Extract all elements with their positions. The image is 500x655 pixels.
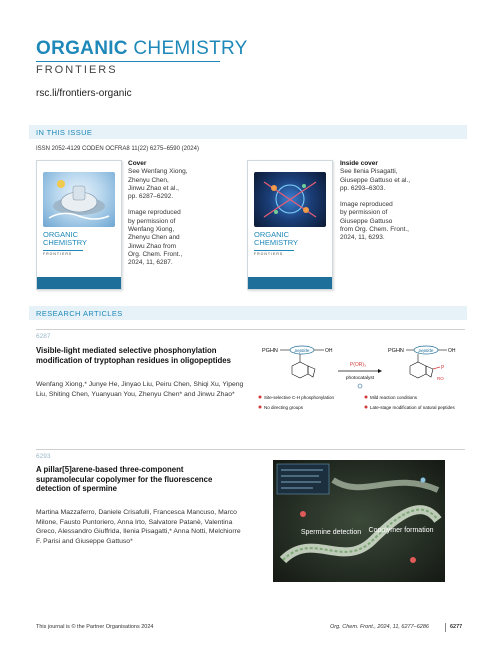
scheme-bullet: Late-stage modification of natural peptides bbox=[370, 405, 455, 410]
cover-label: Cover bbox=[128, 160, 147, 167]
cover-credit-line: Zhenyu Chen and bbox=[128, 234, 180, 242]
cover-body-line: pp. 6287–6292. bbox=[128, 193, 174, 201]
title-rule bbox=[36, 61, 220, 62]
scheme-left-peptide: peptide bbox=[294, 348, 310, 353]
inside-cover-journal-sub: FRONTIERS bbox=[254, 250, 294, 256]
scheme-right-pghn: PGHN bbox=[388, 348, 404, 354]
inside-cover-artwork bbox=[254, 172, 326, 227]
light-bulb-icon bbox=[358, 384, 362, 388]
inside-cover-body-line: See Ilenia Pisagatti, bbox=[340, 168, 398, 176]
scheme-reagent: P(OR)₃ bbox=[349, 362, 367, 368]
inside-cover-header-strip bbox=[248, 165, 332, 169]
issn-line: ISSN 2052-4129 CODEN OCFRA8 11(22) 6275–6590 (2024) bbox=[36, 146, 199, 152]
article-authors: Martina Mazzaferro, Daniele Crisafulli, Francesca Mancuso, Marco Milone, Fausto Puntoriero, Anna Irto, Salvatore Patanè, Valentina Greco, Alessandro Giuffrida, Ilenia Pisagatti,* Anna Notti, Melchiorre F. Parisi and Giuseppe Gattuso* bbox=[36, 509, 241, 545]
article-divider bbox=[36, 449, 465, 450]
cover-credit-line: Wenfang Xiong, bbox=[128, 226, 175, 234]
article-page-number: 6293 bbox=[36, 453, 51, 460]
article-divider bbox=[36, 329, 465, 330]
article-page-number: 6287 bbox=[36, 333, 51, 340]
scheme-left-oh: OH bbox=[325, 348, 333, 354]
inside-cover-journal-name-2: CHEMISTRY bbox=[254, 237, 299, 247]
inside-cover-credit-line: by permission of bbox=[340, 209, 388, 217]
inside-cover-body-line: pp. 6293–6303. bbox=[340, 184, 386, 192]
cover-art-graphic bbox=[43, 172, 115, 227]
inside-cover-label: Inside cover bbox=[340, 160, 378, 167]
cover-credit-line: Image reproduced bbox=[128, 209, 181, 217]
inside-cover-credit-line: Giuseppe Gattuso bbox=[340, 217, 393, 225]
scheme-bullet: Mild reaction conditions bbox=[370, 395, 418, 400]
cover-journal-sub: FRONTIERS bbox=[43, 250, 83, 256]
footer-rule bbox=[445, 623, 446, 632]
article-2-graphical-abstract[interactable] bbox=[273, 460, 445, 582]
article-authors: Wenfang Xiong,* Junye He, Jinyao Liu, Peiru Chen, Shiqi Xu, Yipeng Liu, Shiting Chen, Yuanyuan You, Zhenyu Chen* and Jinwu Zhao* bbox=[36, 381, 244, 398]
in-this-issue-heading: IN THIS ISSUE bbox=[36, 128, 93, 137]
footer-copyright: This journal is © the Partner Organisations 2024 bbox=[36, 624, 154, 630]
footer-page-number: 6277 bbox=[450, 624, 463, 630]
inside-cover-credit-line: 2024, 11, 6293. bbox=[340, 234, 385, 242]
cover-credit-line: Jinwu Zhao from bbox=[128, 242, 177, 250]
inside-cover-credit-line: from Org. Chem. Front., bbox=[340, 226, 409, 234]
cover-credit-line: 2024, 11, 6287. bbox=[128, 259, 173, 267]
scheme-left-pghn: PGHN bbox=[262, 348, 278, 354]
cover-body-line: See Wenfang Xiong, bbox=[128, 168, 188, 176]
inside-cover-art-graphic bbox=[254, 172, 326, 227]
inside-cover-description bbox=[340, 160, 465, 243]
cover-journal-name-2: CHEMISTRY bbox=[43, 237, 88, 247]
research-articles-heading: RESEARCH ARTICLES bbox=[36, 309, 123, 318]
cover-footer-band bbox=[37, 277, 121, 289]
scheme-right-peptide: peptide bbox=[418, 348, 434, 353]
journal-url-link[interactable]: rsc.li/frontiers-organic bbox=[36, 88, 132, 99]
toc-label-spermine: Spermine detection bbox=[300, 529, 362, 536]
scheme-right-oh: OH bbox=[448, 348, 456, 354]
journal-title-light: CHEMISTRY bbox=[127, 38, 248, 59]
inside-cover-body-line: Giuseppe Gattuso et al., bbox=[340, 176, 411, 184]
cover-header-strip bbox=[37, 165, 121, 169]
scheme-product-group: P bbox=[441, 365, 445, 371]
article-title-link[interactable]: Visible-light mediated selective phosphonylation modification of tryptophan residues in oligopeptides bbox=[36, 346, 231, 365]
in-this-issue-bar bbox=[29, 125, 467, 139]
journal-title-bold: ORGANIC bbox=[36, 38, 128, 59]
footer-citation: Org. Chem. Front., 2024, 11, 6277–6286 bbox=[330, 624, 429, 630]
cover-journal-name-1: ORGANIC bbox=[43, 230, 79, 239]
cover-credit-line: by permission of bbox=[128, 217, 176, 225]
inside-cover-journal-name-1: ORGANIC bbox=[254, 230, 290, 239]
cover-body-line: Zhenyu Chen, bbox=[128, 176, 169, 184]
cover-artwork bbox=[43, 172, 115, 227]
scheme-product-ro: RO bbox=[437, 376, 444, 381]
article-1-graphical-abstract[interactable] bbox=[252, 336, 464, 420]
cover-credit-line: Org. Chem. Front., bbox=[128, 250, 183, 258]
inside-cover-footer-band bbox=[248, 277, 332, 289]
scheme-bullet: Site-selective C-H phosphonylation bbox=[264, 395, 335, 400]
journal-title bbox=[36, 38, 248, 60]
cover-body-line: Jinwu Zhao et al., bbox=[128, 184, 179, 192]
article-title-link[interactable]: A pillar[5]arene-based three-component supramolecular copolymer for the fluorescence detection of spermine bbox=[36, 465, 213, 493]
front-cover-image[interactable] bbox=[36, 160, 122, 290]
scheme-condition: photocatalyst bbox=[345, 376, 375, 381]
inside-cover-image[interactable] bbox=[247, 160, 333, 290]
inside-cover-credit-line: Image reproduced bbox=[340, 201, 393, 209]
toc-label-copolymer: Copolymer formation bbox=[368, 527, 434, 534]
scheme-bullet: No directing groups bbox=[264, 405, 304, 410]
journal-subtitle: FRONTIERS bbox=[36, 64, 118, 76]
cover-description bbox=[128, 160, 228, 268]
